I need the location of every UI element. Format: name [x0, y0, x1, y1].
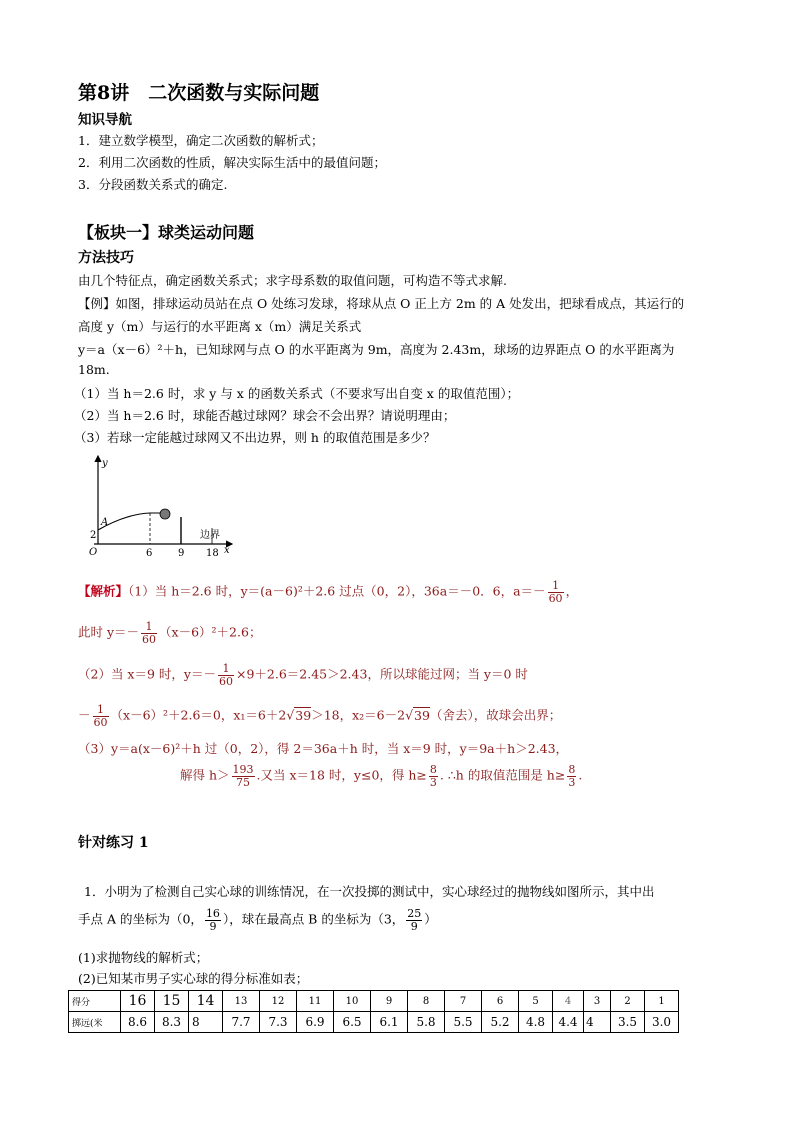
y-axis-label: y — [102, 458, 108, 469]
practice-line2: 手点 A 的坐标为（0， $\frac{16}{9}$ ），球在最高点 B 的坐标为（3， $\frac{25}{9}$ ） — [78, 907, 437, 933]
table-cell: 8 — [189, 1012, 223, 1033]
table-cell: 4 — [584, 1012, 611, 1033]
table-row-scores — [69, 991, 679, 1012]
table-cell: 11 — [297, 991, 334, 1012]
table-cell: 6.9 — [297, 1012, 334, 1033]
table-cell: 16 — [121, 991, 155, 1012]
table-cell: 5 — [519, 991, 553, 1012]
ball — [160, 509, 170, 519]
guide-item-3: 3．分段函数关系式的确定. — [78, 177, 228, 192]
example-line1: 【例】如图，排球运动员站在点 O 处练习发球，将球从点 O 正上方 2m 的 A 处发出，把球看成点，其运行的 — [78, 296, 685, 311]
trajectory-figure — [86, 452, 236, 560]
table-cell: 8 — [408, 991, 445, 1012]
example-line4: 18m. — [78, 362, 110, 377]
x-tick-9: 9 — [178, 548, 185, 559]
origin-label: O — [89, 547, 98, 558]
guide-heading: 知识导航 — [78, 112, 132, 128]
table-row-distances — [69, 1012, 679, 1033]
table-cell: 4 — [553, 991, 584, 1012]
x-tick-6: 6 — [146, 548, 153, 559]
point-a-label: A — [101, 517, 109, 528]
solution-line4: － $\frac{1}{60}$ （x－6）²＋2.6＝0，x₁＝6＋2√39＞18，x₂＝6－2√39（舍去），故球会出界； — [78, 703, 562, 729]
table-cell: 5.2 — [482, 1012, 519, 1033]
solution-line6: 解得 h＞ $\frac{193}{75}$ .又当 x＝18 时，y≤0，得 h≥ $\frac{8}{3}$ . ∴h 的取值范围是 h≥ $\frac{8}{3}$ . — [180, 763, 583, 789]
score-table — [68, 990, 679, 1033]
table-cell: 14 — [189, 991, 223, 1012]
table-cell: 1 — [645, 991, 679, 1012]
table-cell: 12 — [260, 991, 297, 1012]
table-cell: 15 — [155, 991, 189, 1012]
table-cell: 4.8 — [519, 1012, 553, 1033]
table-head-distance: 掷远(米 — [69, 1012, 121, 1033]
practice-heading: 针对练习 1 — [78, 835, 149, 851]
table-cell: 6 — [482, 991, 519, 1012]
question-3: （3）若球一定能越过球网又不出边界，则 h 的取值范围是多少？ — [74, 430, 436, 445]
example-line3: y＝a（x－6）²＋h，已知球网与点 O 的水平距离为 9m，高度为 2.43m，球场的边界距点 O 的水平距离为 — [78, 342, 675, 357]
fraction: $\frac{1}{60}$ — [548, 579, 563, 605]
table-cell: 13 — [223, 991, 260, 1012]
guide-item-2: 2．利用二次函数的性质，解决实际生活中的最值问题； — [78, 155, 386, 170]
table-cell: 4.4 — [553, 1012, 584, 1033]
table-cell: 3.0 — [645, 1012, 679, 1033]
method-heading: 方法技巧 — [78, 250, 134, 266]
page-title: 第8讲 二次函数与实际问题 — [78, 82, 320, 104]
table-cell: 3 — [584, 991, 611, 1012]
table-cell: 5.5 — [445, 1012, 482, 1033]
solution-line2: 此时 y＝－ $\frac{1}{60}$ （x－6）²＋2.6； — [78, 620, 262, 646]
block1-heading: 【板块一】球类运动问题 — [78, 223, 255, 242]
practice-line1: 1．小明为了检测自己实心球的训练情况，在一次投掷的测试中，实心球经过的抛物线如图所示，其中出 — [84, 884, 655, 899]
table-cell: 9 — [371, 991, 408, 1012]
guide-item-1: 1．建立数学模型，确定二次函数的解析式； — [78, 133, 324, 148]
solution-tag: 【解析】 — [78, 583, 129, 599]
x-tick-18: 18 — [206, 548, 219, 559]
table-head-score: 得分 — [69, 991, 121, 1012]
table-cell: 7 — [445, 991, 482, 1012]
solution-line1: 【解析】（1）当 h＝2.6 时，y＝(a－6)²＋2.6 过点（0，2），36a＝－0．6，a＝－ $\frac{1}{60}$ ， — [78, 579, 579, 605]
solution-line5: （3）y＝a(x－6)²＋h 过（0，2），得 2＝36a＋h 时，当 x＝9 时，y＝9a＋h＞2.43， — [78, 741, 569, 756]
practice-sub1: (1)求抛物线的解析式； — [78, 950, 209, 965]
table-cell: 8.6 — [121, 1012, 155, 1033]
question-2: （2）当 h＝2.6 时，球能否越过球网？球会不会出界？请说明理由； — [74, 408, 456, 423]
table-cell: 6.5 — [334, 1012, 371, 1033]
method-text: 由几个特征点，确定函数关系式；求字母系数的取值问题，可构造不等式求解. — [78, 273, 507, 288]
table-cell: 2 — [611, 991, 645, 1012]
table-cell: 7.7 — [223, 1012, 260, 1033]
table-cell: 8.3 — [155, 1012, 189, 1033]
solution-line3: （2）当 x＝9 时，y＝－ $\frac{1}{60}$ ×9＋2.6＝2.45＞2.43，所以球能过网；当 y＝0 时 — [78, 662, 528, 688]
table-cell: 3.5 — [611, 1012, 645, 1033]
question-1: （1）当 h＝2.6 时，求 y 与 x 的函数关系式（不要求写出自变 x 的取值范围）； — [74, 386, 520, 401]
y-tick-label: 2 — [90, 530, 97, 541]
table-cell: 5.8 — [408, 1012, 445, 1033]
example-line2: 高度 y（m）与运行的水平距离 x（m）满足关系式 — [78, 319, 362, 334]
table-cell: 6.1 — [371, 1012, 408, 1033]
table-cell: 7.3 — [260, 1012, 297, 1033]
table-cell: 10 — [334, 991, 371, 1012]
boundary-label: 边界 — [200, 530, 220, 541]
practice-sub2: (2)已知某市男子实心球的得分标准如表； — [78, 971, 309, 986]
x-axis-label: x — [224, 545, 230, 556]
